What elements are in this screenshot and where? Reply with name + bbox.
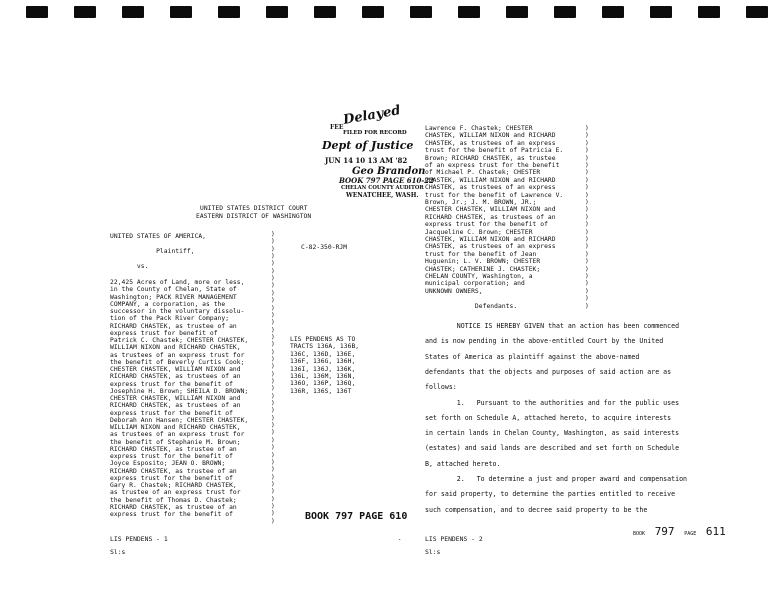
text-line: CHESTER CHASTEK, WILLIAM NIXON and bbox=[110, 395, 241, 402]
bracket-mark: ) bbox=[585, 191, 589, 199]
text-line: CHASTEK, WILLIAM NIXON and RICHARD bbox=[425, 176, 556, 184]
footer-left: LIS PENDENS - 1 bbox=[110, 535, 168, 543]
text-line: Josephine H. Brown; SHEILA D. BROWN; bbox=[110, 387, 249, 395]
text-line: COMPANY, a corporation, as the bbox=[110, 300, 226, 308]
punch-strip bbox=[0, 0, 778, 26]
bracket-mark: ) bbox=[271, 400, 275, 408]
bracket-mark: ) bbox=[271, 466, 275, 474]
text-line: RICHARD CHASTEK, as trustees of an bbox=[425, 213, 556, 221]
stamp-filed: FILED FOR RECORD bbox=[343, 130, 407, 136]
text-line: Washington; PACK RIVER MANAGEMENT bbox=[110, 293, 237, 301]
punch-hole bbox=[650, 6, 672, 18]
text-line: 136O, 136P, 136Q, bbox=[290, 380, 356, 388]
bracket-mark: ) bbox=[271, 333, 275, 341]
bracket-mark: ) bbox=[271, 267, 275, 275]
bracket-mark: ) bbox=[585, 265, 589, 273]
bracket-mark: ) bbox=[271, 495, 275, 503]
stamp-date: JUN 14 10 13 AM '82 bbox=[325, 156, 408, 165]
text-line: for said property, to determine the parties entitled to receive bbox=[425, 490, 676, 499]
text-line: RICHARD CHASTEK, as trustees of an bbox=[110, 373, 241, 381]
text-line: LIS PENDENS AS TO bbox=[290, 336, 356, 343]
text-line: Brown; RICHARD CHASTEK, as trustee bbox=[425, 154, 556, 162]
bracket-mark: ) bbox=[271, 326, 275, 334]
text-line: CHASTEK, WILLIAM NIXON and RICHARD bbox=[425, 132, 556, 140]
text-line: CHASTEK, WILLIAM NIXON and RICHARD bbox=[425, 236, 556, 243]
text-line: WILLIAM NIXON and RICHARD CHASTEK, bbox=[110, 424, 241, 431]
bracket-mark: ) bbox=[271, 444, 275, 452]
bracket-mark: ) bbox=[271, 341, 275, 349]
bracket-mark: ) bbox=[585, 184, 589, 192]
stamp-fee: FEE bbox=[330, 124, 344, 131]
text-line: defendants that the objects and purposes of said action are as bbox=[425, 367, 672, 376]
punch-hole bbox=[698, 6, 720, 18]
bracket-mark: ) bbox=[271, 355, 275, 363]
bracket-mark: ) bbox=[271, 488, 275, 496]
bracket-mark: ) bbox=[271, 378, 275, 385]
text-line: trust for the benefit of Patricia E. bbox=[425, 147, 564, 155]
bracket-mark: ) bbox=[271, 311, 275, 319]
bracket-mark: ) bbox=[271, 245, 275, 253]
bracket-mark: ) bbox=[271, 348, 275, 356]
bracket-mark: ) bbox=[271, 319, 275, 327]
bracket-mark: ) bbox=[585, 162, 589, 169]
punch-hole bbox=[410, 6, 432, 18]
text-line: Jacqueline C. Brown; CHESTER bbox=[425, 228, 533, 236]
text-line: Huguenin; L. V. BROWN; CHESTER bbox=[425, 258, 541, 266]
text-line: 2. To determine a just and proper award and compensation bbox=[425, 475, 688, 483]
punch-hole bbox=[170, 6, 192, 18]
text-line: of an express trust for the benefit bbox=[425, 162, 560, 169]
text-line: 136I, 136J, 136K, bbox=[290, 365, 356, 373]
text-line: 136F, 136G, 136H, bbox=[290, 358, 356, 366]
punch-hole bbox=[266, 6, 288, 18]
text-line: NOTICE IS HEREBY GIVEN that an action has been commenced bbox=[425, 322, 680, 330]
bracket-mark: ) bbox=[271, 231, 275, 238]
footer-right: LIS PENDENS - 2 bbox=[425, 535, 483, 543]
bracket-mark: ) bbox=[271, 363, 275, 371]
margin-mark: . bbox=[398, 535, 402, 542]
bracket-mark: ) bbox=[585, 258, 589, 266]
text-line: Gary R. Chastek; RICHARD CHASTEK, bbox=[110, 482, 237, 489]
text-line: CHASTEK, as trustees of an express bbox=[425, 139, 556, 147]
court-name: UNITED STATES DISTRICT COURT bbox=[200, 205, 308, 212]
bracket-mark: ) bbox=[585, 236, 589, 243]
text-line: vs. bbox=[110, 263, 149, 271]
bracket-mark: ) bbox=[585, 273, 589, 280]
text-line: UNKNOWN OWNERS, bbox=[425, 287, 483, 295]
text-line: Brown, Jr.; J. M. BROWN, JR.; bbox=[425, 199, 537, 206]
stamp-city: WENATCHEE, WASH. bbox=[346, 192, 419, 199]
bracket-mark: ) bbox=[271, 414, 275, 422]
bracket-mark: ) bbox=[585, 139, 589, 147]
text-line: express trust for the benefit of bbox=[110, 511, 233, 518]
clerk-signature: Geo Brandon bbox=[352, 166, 426, 177]
bracket-mark: ) bbox=[585, 213, 589, 221]
bracket-mark: ) bbox=[585, 125, 589, 132]
text-line: Lawrence F. Chastek; CHESTER bbox=[425, 125, 533, 132]
text-line: RICHARD CHASTEK, as trustee of an bbox=[110, 467, 237, 475]
page-label: PAGE bbox=[684, 531, 697, 537]
text-line: UNITED STATES OF AMERICA, bbox=[110, 233, 207, 240]
text-line: express trust for the benefit of bbox=[110, 409, 233, 417]
bracket-mark: ) bbox=[585, 228, 589, 236]
punch-hole bbox=[362, 6, 384, 18]
text-line: Plaintiff, bbox=[110, 248, 195, 256]
text-line: 1. Pursuant to the authorities and for the public uses bbox=[425, 398, 680, 407]
bracket-mark: ) bbox=[271, 260, 275, 268]
bracket-mark: ) bbox=[271, 392, 275, 400]
text-line: as trustee of an express trust for bbox=[110, 489, 241, 497]
footer-code-left: Sl:s bbox=[110, 548, 126, 556]
text-line: follows: bbox=[425, 383, 457, 392]
text-line: 136C, 136D, 136E, bbox=[290, 350, 356, 358]
text-line: CHESTER CHASTEK, WILLIAM NIXON and bbox=[425, 206, 556, 214]
bracket-mark: ) bbox=[585, 302, 589, 310]
text-line: Joyce Esposito; JEAN O. BROWN; bbox=[110, 460, 226, 468]
punch-hole bbox=[554, 6, 576, 18]
bracket-mark: ) bbox=[585, 206, 589, 214]
bracket-mark: ) bbox=[585, 169, 589, 177]
bracket-mark: ) bbox=[271, 275, 275, 283]
book-label: BOOK bbox=[633, 531, 646, 537]
text-line: WILLIAM NIXON and RICHARD CHASTEK, bbox=[110, 344, 241, 352]
text-line: trust for the benefit of Lawrence V. bbox=[425, 191, 564, 199]
bracket-mark: ) bbox=[585, 199, 589, 206]
text-line: municipal corporation; and bbox=[425, 280, 525, 288]
text-line: States of America as plaintiff against the above-named bbox=[425, 352, 640, 361]
text-line: Defendants. bbox=[425, 302, 518, 310]
bracket-mark: ) bbox=[585, 287, 589, 295]
bracket-mark: ) bbox=[585, 250, 589, 258]
bracket-mark: ) bbox=[271, 436, 275, 444]
stamp-county: CHELAN COUNTY AUDITOR bbox=[341, 185, 424, 191]
text-line: as trustees of an express trust for bbox=[110, 431, 245, 439]
text-line: such compensation, and to decree said property to be the bbox=[425, 505, 648, 514]
text-line: set forth on Schedule A, attached hereto, to acquire interests bbox=[425, 413, 672, 422]
bracket-mark: ) bbox=[271, 451, 275, 459]
text-line: the benefit of Beverly Curtis Cook; bbox=[110, 358, 245, 366]
punch-hole bbox=[218, 6, 240, 18]
text-line: TRACTS 136A, 136B, bbox=[290, 343, 360, 351]
page-number: 611 bbox=[705, 525, 726, 538]
footer-code-right: Sl:s bbox=[425, 548, 441, 556]
punch-hole bbox=[122, 6, 144, 18]
text-line: CHELAN COUNTY, Washington, a bbox=[425, 273, 533, 280]
text-line: 136L, 136M, 136N, bbox=[290, 373, 356, 380]
text-line: in certain lands in Chelan County, Washington, as said interests bbox=[425, 429, 680, 438]
text-line: RICHARD CHASTEK, as trustee of an bbox=[110, 322, 237, 330]
bracket-mark: ) bbox=[271, 502, 275, 510]
bracket-mark: ) bbox=[585, 147, 589, 155]
text-line: RICHARD CHASTEK, as trustee of an bbox=[110, 445, 237, 453]
text-line: tion of the Pack River Company; bbox=[110, 315, 230, 323]
bracket-mark: ) bbox=[585, 154, 589, 162]
stamp-book: BOOK 797 PAGE 610-22 bbox=[339, 176, 435, 185]
bracket-mark: ) bbox=[271, 458, 275, 466]
bracket-mark: ) bbox=[271, 282, 275, 290]
text-line: Deborah Ann Hansen; CHESTER CHASTEK, bbox=[110, 416, 249, 424]
bracket-mark: ) bbox=[271, 370, 275, 378]
text-line: CHESTER CHASTEK, WILLIAM NIXON and bbox=[110, 366, 241, 373]
punch-hole bbox=[26, 6, 48, 18]
punch-hole bbox=[74, 6, 96, 18]
bracket-mark: ) bbox=[271, 297, 275, 305]
text-line: CHASTEK, as trustees of an express bbox=[425, 243, 556, 251]
bracket-mark: ) bbox=[271, 385, 275, 393]
text-line: and is now pending in the above-entitled Court by the United bbox=[425, 337, 664, 346]
punch-hole bbox=[602, 6, 624, 18]
bracket-mark: ) bbox=[271, 289, 275, 297]
bracket-mark: ) bbox=[271, 517, 275, 525]
text-line: express trust for the benefit of bbox=[110, 474, 233, 482]
bracket-mark: ) bbox=[271, 238, 275, 246]
bracket-mark: ) bbox=[585, 243, 589, 251]
bracket-mark: ) bbox=[585, 176, 589, 184]
bracket-mark: ) bbox=[585, 280, 589, 288]
text-line: 22,425 Acres of Land, more or less, bbox=[110, 279, 245, 286]
text-line: in the County of Chelan, State of bbox=[110, 286, 237, 294]
bracket-mark: ) bbox=[271, 429, 275, 437]
bracket-mark: ) bbox=[271, 422, 275, 430]
punch-hole bbox=[458, 6, 480, 18]
court-district: EASTERN DISTRICT OF WASHINGTON bbox=[196, 213, 312, 220]
text-line: express trust for the benefit of bbox=[425, 221, 548, 229]
book-page-right bbox=[633, 520, 726, 539]
bracket-mark: ) bbox=[585, 221, 589, 229]
punch-hole bbox=[746, 6, 768, 18]
dept-handwriting: Dept of Justice bbox=[322, 139, 414, 152]
text-line: of Michael P. Chastek; CHESTER bbox=[425, 169, 541, 177]
text-line: successor in the voluntary dissolu- bbox=[110, 308, 245, 315]
text-line: B, attached hereto. bbox=[425, 459, 501, 468]
bracket-mark: ) bbox=[271, 407, 275, 415]
text-line: CHASTEK; CATHERINE J. CHASTEK; bbox=[425, 265, 541, 273]
text-line: 136R, 136S, 136T bbox=[290, 387, 352, 395]
text-line: CHASTEK, as trustees of an express bbox=[425, 184, 556, 192]
bracket-mark: ) bbox=[585, 132, 589, 140]
text-line: express trust for the benefit of bbox=[110, 380, 233, 388]
bracket-mark: ) bbox=[271, 253, 275, 261]
text-line: RICHARD CHASTEK, as trustees of an bbox=[110, 402, 241, 410]
bracket-mark: ) bbox=[585, 295, 589, 303]
punch-hole bbox=[506, 6, 528, 18]
text-line: the benefit of Thomas D. Chastek; bbox=[110, 496, 237, 504]
text-line: (estates) and said lands are described and set forth on Schedule bbox=[425, 444, 680, 453]
text-line: Patrick C. Chastek; CHESTER CHASTEK, bbox=[110, 337, 249, 344]
text-line: express trust for benefit of bbox=[110, 329, 218, 337]
book-number: 797 bbox=[654, 525, 675, 538]
punch-hole bbox=[314, 6, 336, 18]
text-line: trust for the benefit of Jean bbox=[425, 250, 537, 258]
bracket-mark: ) bbox=[271, 510, 275, 518]
text-line: RICHARD CHASTEK, as trustee of an bbox=[110, 503, 237, 511]
bracket-mark: ) bbox=[271, 304, 275, 312]
text-line: the benefit of Stephanie M. Brown; bbox=[110, 438, 241, 446]
bracket-mark: ) bbox=[271, 480, 275, 488]
text-line: as trustees of an express trust for bbox=[110, 351, 245, 359]
fee-handwriting: Delayed bbox=[342, 103, 402, 128]
book-page-left: BOOK 797 PAGE 610 bbox=[305, 511, 408, 522]
case-number: C-82-350-RJM bbox=[301, 244, 348, 251]
bracket-mark: ) bbox=[271, 473, 275, 481]
text-line: express trust for the benefit of bbox=[110, 453, 233, 460]
